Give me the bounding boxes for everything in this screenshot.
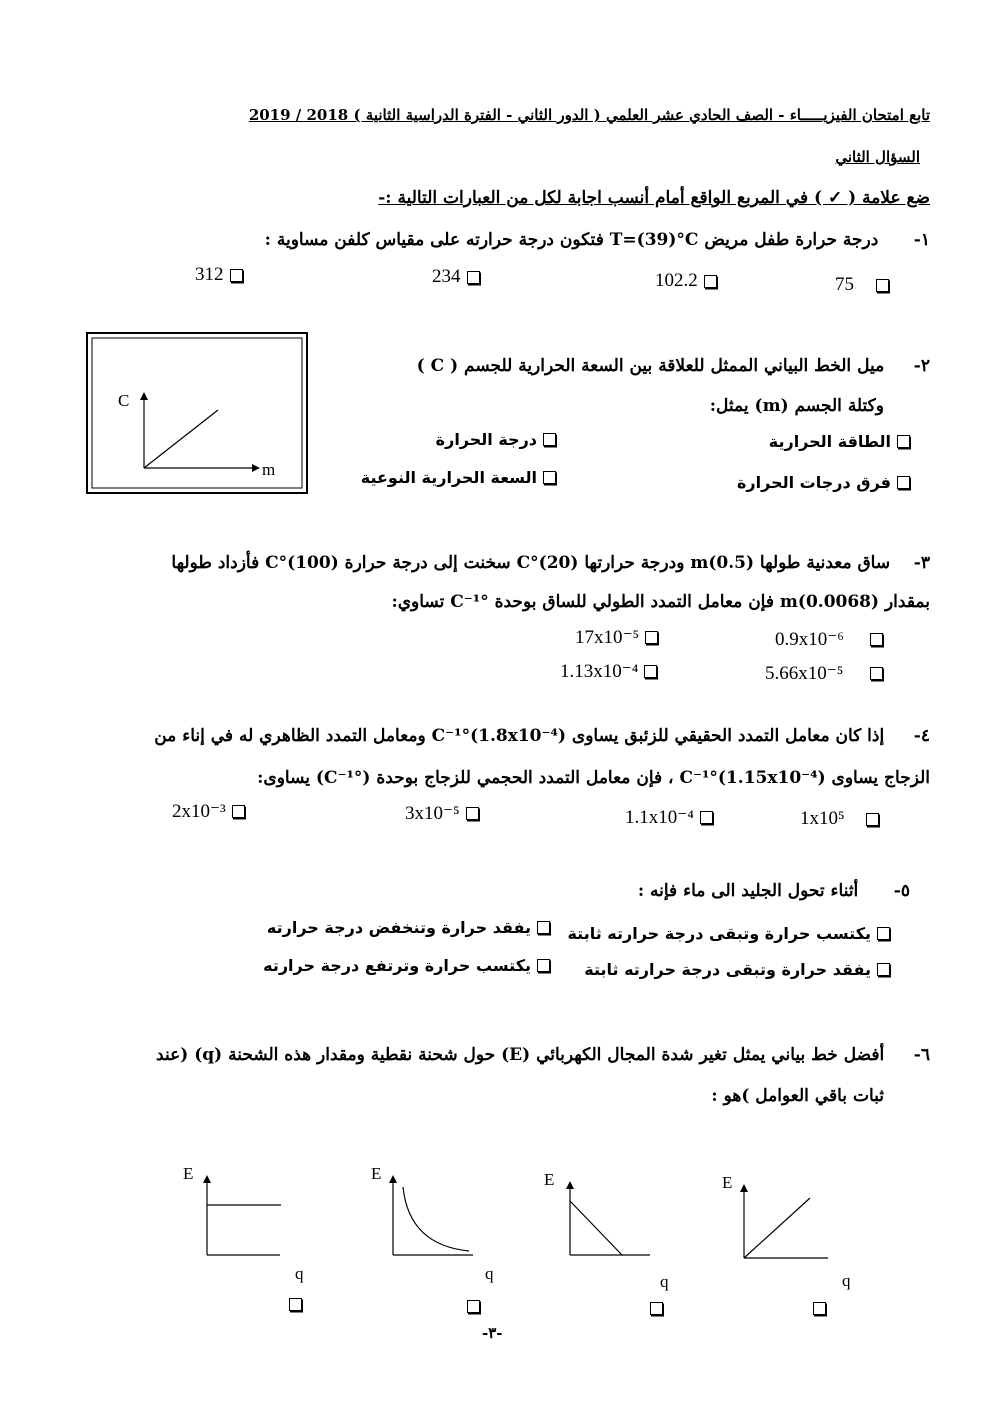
checkbox[interactable] — [877, 927, 890, 940]
q6-question — [156, 1045, 930, 1065]
checkbox[interactable] — [877, 963, 890, 976]
plot-line — [144, 410, 218, 468]
q6-option-3-checkbox[interactable] — [650, 1302, 663, 1315]
option-label: 312 — [195, 264, 224, 285]
checkbox[interactable] — [700, 811, 713, 824]
checkbox[interactable] — [467, 271, 480, 284]
y-axis-label: E — [544, 1170, 555, 1189]
option-label: 2x10⁻³ — [172, 801, 226, 822]
q2-graph — [86, 332, 308, 494]
q5-text: أثناء تحول الجليد الى ماء فإنه : — [637, 881, 859, 901]
header-title: تابع امتحان الفيزيـــــاء - الصف الحادي عشر العلمي ( الدور الثاني - الفترة الدراسية الثانية ) — [353, 106, 930, 124]
q6-graph-1 — [175, 1155, 315, 1295]
option-label: 0.9x10⁻⁶ — [775, 629, 844, 650]
option-label: 1x10⁵ — [800, 808, 845, 829]
q1-number: ١- — [913, 230, 930, 250]
q1-text: درجة حرارة طفل مريض T=(39)°C فتكون درجة حرارته على مقياس كلفن مساوية : — [264, 230, 879, 250]
q3-text: ساق معدنية طولها (0.5)m ودرجة حرارتها (20)°C سخنت إلى درجة حرارة (100)°C فأزداد طولها — [171, 553, 891, 573]
plot-line — [744, 1198, 810, 1258]
q2-text2: وكتلة الجسم (m) يمثل: — [709, 396, 884, 416]
option-label: 17x10⁻⁵ — [575, 627, 640, 648]
q4-text: إذا كان معامل التمدد الحقيقي للزئبق يساوى (1.8x10⁻⁴)°C⁻¹ ومعامل التمدد الظاهري له في إناء من — [154, 726, 885, 746]
checkbox[interactable] — [537, 921, 550, 934]
checkbox[interactable] — [644, 665, 657, 678]
checkbox[interactable] — [897, 476, 910, 489]
exam-header — [249, 106, 930, 124]
section-title: السؤال الثاني — [835, 148, 920, 166]
q1-option-3[interactable] — [432, 266, 480, 288]
checkbox[interactable] — [543, 471, 556, 484]
checkbox[interactable] — [866, 813, 879, 826]
q2-number: ٢- — [913, 356, 930, 376]
checkbox[interactable] — [870, 667, 883, 680]
q5-option-1[interactable] — [567, 924, 890, 943]
q3-question — [171, 553, 930, 573]
q6-graph-4 — [718, 1160, 858, 1300]
q3-option-3[interactable] — [765, 662, 883, 685]
checkbox[interactable] — [232, 805, 245, 818]
checkbox[interactable] — [704, 275, 717, 288]
option-label: 1.13x10⁻⁴ — [560, 661, 639, 682]
option-label: يفقد حرارة وتنخفض درجة حرارته — [266, 918, 531, 937]
option-label: درجة الحرارة — [435, 430, 537, 449]
checkbox[interactable] — [230, 269, 243, 282]
plot-curve — [403, 1187, 469, 1251]
q4-number: ٤- — [913, 726, 930, 746]
q2-option-4[interactable] — [361, 468, 556, 487]
q5-option-3[interactable] — [584, 960, 890, 979]
option-label: فرق درجات الحرارة — [736, 473, 891, 492]
x-axis-label: q — [842, 1271, 851, 1290]
option-label: يكتسب حرارة وتبقى درجة حرارته ثابتة — [567, 924, 871, 943]
q2-text: ميل الخط البياني الممثل للعلاقة بين السعة الحرارية للجسم ( C ) — [416, 356, 885, 376]
q3-option-4[interactable] — [560, 660, 657, 683]
q4-option-3[interactable] — [405, 802, 479, 825]
q4-option-1[interactable] — [800, 808, 879, 830]
q1-option-2[interactable] — [655, 270, 717, 292]
option-label: 1.1x10⁻⁴ — [625, 807, 694, 828]
option-label: 5.66x10⁻⁵ — [765, 663, 844, 684]
q4-question — [154, 726, 930, 746]
plot-line — [570, 1201, 622, 1255]
q4-option-2[interactable] — [625, 806, 713, 829]
q3-option-1[interactable] — [775, 628, 883, 651]
q6-text2: ثبات باقي العوامل )هو : — [711, 1086, 884, 1106]
q2-option-3[interactable] — [737, 473, 910, 492]
q2-option-2[interactable] — [436, 430, 556, 449]
page-number: -٣- — [482, 1324, 503, 1342]
x-axis-label: q — [295, 1264, 304, 1283]
q6-number: ٦- — [913, 1045, 930, 1065]
q5-question — [638, 881, 910, 901]
q5-option-4[interactable] — [263, 956, 550, 975]
q3-number: ٣- — [913, 553, 930, 573]
option-label: الطاقة الحرارية — [768, 432, 891, 451]
q6-text: أفضل خط بياني يمثل تغير شدة المجال الكهربائي (E) حول شحنة نقطية ومقدار هذه الشحنة (q) (عند — [156, 1045, 885, 1065]
x-axis-label: q — [485, 1264, 494, 1283]
option-label: 3x10⁻⁵ — [405, 803, 460, 824]
q1-option-4[interactable] — [195, 264, 243, 286]
q5-option-2[interactable] — [267, 918, 550, 937]
option-label: 102.2 — [655, 270, 698, 291]
q3-text2: بمقدار (0.0068)m فإن معامل التمدد الطولي للساق بوحدة °C⁻¹ تساوي: — [391, 592, 930, 612]
instruction: ضع علامة ( ✓ ) في المربع الواقع أمام أنسب اجابة لكل من العبارات التالية :- — [378, 188, 930, 208]
y-axis-label: C — [118, 391, 130, 410]
q6-graph-2 — [365, 1155, 505, 1295]
checkbox[interactable] — [897, 435, 910, 448]
q4-option-4[interactable] — [172, 800, 245, 823]
q2-question — [417, 356, 930, 376]
q3-option-2[interactable] — [575, 626, 658, 649]
header-year: 2019 / 2018 — [248, 106, 349, 124]
x-axis-label: q — [660, 1272, 669, 1291]
x-axis-label: m — [262, 460, 276, 479]
option-label: السعة الحرارية النوعية — [360, 468, 537, 487]
y-axis-label: E — [183, 1164, 194, 1183]
q1-option-1[interactable] — [835, 274, 889, 296]
q6-option-2-checkbox[interactable] — [467, 1300, 480, 1313]
q6-option-1-checkbox[interactable] — [289, 1298, 302, 1311]
checkbox[interactable] — [645, 631, 658, 644]
checkbox[interactable] — [543, 433, 556, 446]
checkbox[interactable] — [466, 807, 479, 820]
q6-option-4-checkbox[interactable] — [813, 1302, 826, 1315]
option-label: 234 — [432, 266, 461, 287]
q1-question — [265, 230, 930, 250]
q4-text2: الزجاج يساوى (1.15x10⁻⁴)°C⁻¹ ، فإن معامل التمدد الحجمي للزجاج بوحدة (°C⁻¹) يساوى: — [257, 768, 930, 788]
q5-number: ٥- — [893, 881, 910, 901]
checkbox[interactable] — [537, 959, 550, 972]
q2-option-1[interactable] — [769, 432, 910, 451]
checkbox[interactable] — [870, 633, 883, 646]
y-axis-label: E — [722, 1173, 733, 1192]
checkbox[interactable] — [876, 279, 889, 292]
y-axis-label: E — [371, 1164, 382, 1183]
option-label: يكتسب حرارة وترتفع درجة حرارته — [263, 956, 531, 975]
q6-graph-3 — [540, 1155, 680, 1295]
option-label: 75 — [835, 274, 854, 295]
option-label: يفقد حرارة وتبقى درجة حرارته ثابتة — [584, 960, 871, 979]
